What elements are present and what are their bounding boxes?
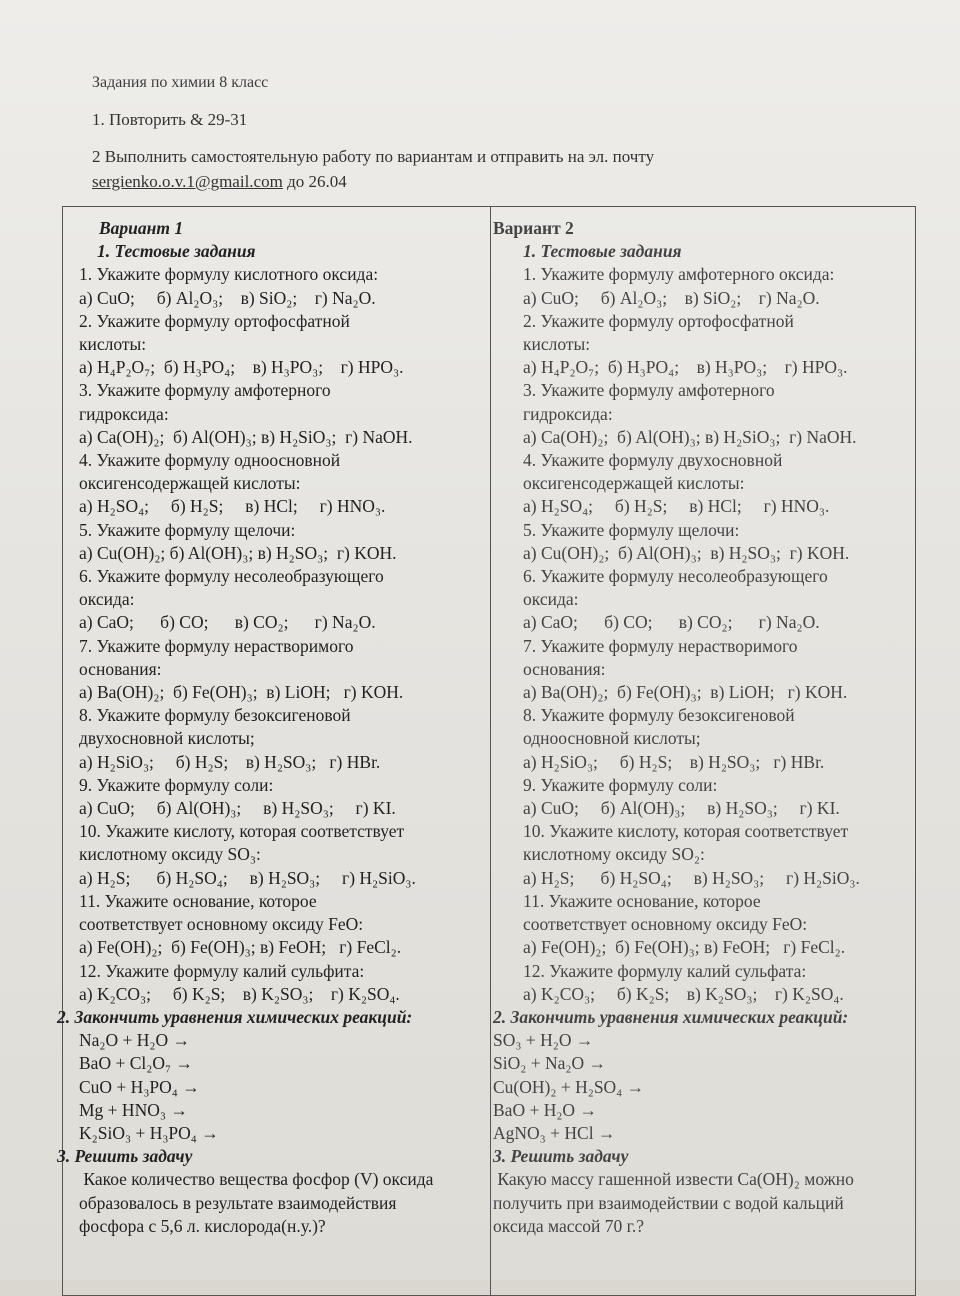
variants-table [57, 206, 916, 1296]
question-line: гидроксида: [79, 403, 169, 424]
column-divider [490, 207, 491, 1295]
question-line: а) CuO; б) Al₂O₃; в) SiO₂; г) Na₂O. [523, 287, 820, 308]
variant-2-column [493, 217, 913, 1238]
question-line: 11. Укажите основание, которое [79, 890, 317, 911]
intro-block [92, 74, 892, 194]
equation-line: BaO + Cl₂O₇ → [79, 1053, 193, 1074]
question-line: соответствует основному оксиду FeO: [523, 914, 808, 935]
question-line: а) CaO; б) CO; в) CO₂; г) Na₂O. [523, 612, 820, 633]
question-line: двухосновной кислоты; [79, 728, 255, 749]
problem-line: Какую массу гашенной извести Ca(OH)₂ можно [493, 1169, 854, 1190]
question-line: 8. Укажите формулу безоксигеновой [523, 705, 795, 726]
question-line: соответствует основному оксиду FeO: [79, 914, 364, 935]
question-line: а) H₂SiO₃; б) H₂S; в) H₂SO₃; г) HBr. [79, 751, 381, 772]
email-line [92, 169, 892, 194]
variant-1-column [57, 217, 489, 1238]
question-line: гидроксида: [523, 403, 613, 424]
question-line: оксигенсодержащей кислоты: [523, 473, 745, 494]
problem-line: фосфора с 5,6 л. кислорода(н.у.)? [79, 1215, 326, 1236]
problem-line: Какое количество вещества фосфор (V) оксида [79, 1169, 434, 1190]
question-line: а) Fe(OH)₂; б) Fe(OH)₃; в) FeOH; г) FeCl₂. [79, 937, 402, 958]
question-line: кислоты: [523, 334, 591, 355]
problem-line: оксида массой 70 г.? [493, 1215, 644, 1236]
question-line: 4. Укажите формулу одноосновной [79, 450, 341, 471]
deadline-text: до 26.04 [287, 172, 347, 191]
question-line: а) Cu(OH)₂; б) Al(OH)₃; в) H₂SO₃; г) KOH. [523, 542, 850, 563]
problem-line: образовалось в результате взаимодействия [79, 1192, 397, 1213]
variant-2-equations [493, 1029, 913, 1145]
question-line: 3. Укажите формулу амфотерного [79, 380, 331, 401]
question-line: кислоты: [79, 334, 147, 355]
equation-line: AgNO₃ + HCl → [493, 1122, 616, 1143]
question-line: а) K₂CO₃; б) K₂S; в) K₂SO₃; г) K₂SO₄. [79, 983, 400, 1004]
question-line: а) CuO; б) Al(OH)₃; в) H₂SO₃; г) KI. [79, 798, 396, 819]
question-line: а) K₂CO₃; б) K₂S; в) K₂SO₃; г) K₂SO₄. [523, 983, 844, 1004]
question-line: 9. Укажите формулу соли: [79, 774, 274, 795]
task-line-2-text: 2 Выполнить самостоятельную работу по вариантам и отправить на эл. почту [92, 147, 655, 166]
question-line: 12. Укажите формулу калий сульфата: [523, 960, 807, 981]
variant-1-title: Вариант 1 [99, 218, 184, 238]
variant-2-section-1: 1. Тестовые задания [523, 241, 682, 262]
variant-2-section-3: 3. Решить задачу [493, 1146, 629, 1167]
question-line: а) H₂S; б) H₂SO₄; в) H₂SO₃; г) H₂SiO₃. [523, 867, 860, 888]
equation-line: CuO + H₃PO₄ → [79, 1076, 200, 1097]
question-line: а) Cu(OH)₂; б) Al(OH)₃; в) H₂SO₃; г) KOH. [79, 542, 397, 563]
question-line: а) CuO; б) Al₂O₃; в) SiO₂; г) Na₂O. [79, 287, 376, 308]
question-line: 7. Укажите формулу нерастворимого [523, 635, 798, 656]
equation-line: Na₂O + H₂O → [79, 1030, 191, 1051]
question-line: 1. Укажите формулу кислотного оксида: [79, 264, 379, 285]
question-line: 11. Укажите основание, которое [523, 890, 761, 911]
question-line: а) H₂S; б) H₂SO₄; в) H₂SO₃; г) H₂SiO₃. [79, 867, 416, 888]
document-title: Задания по химии 8 класс [92, 74, 269, 91]
email-link[interactable]: sergienko.o.v.1@gmail.com [92, 172, 283, 191]
question-line: а) H₂SO₄; б) H₂S; в) HCl; г) HNO₃. [79, 496, 386, 517]
question-line: 7. Укажите формулу нерастворимого [79, 635, 354, 656]
question-line: 12. Укажите формулу калий сульфита: [79, 960, 365, 981]
equation-line: SO₃ + H₂O → [493, 1030, 594, 1051]
question-line: кислотному оксиду SO₂: [523, 844, 705, 865]
variant-1-problem [79, 1168, 489, 1238]
question-line: 10. Укажите кислоту, которая соответствует [523, 821, 849, 842]
variant-2-questions [493, 263, 913, 1006]
question-line: оксигенсодержащей кислоты: [79, 473, 301, 494]
question-line: 6. Укажите формулу несолеобразующего [79, 566, 384, 587]
question-line: а) Ba(OH)₂; б) Fe(OH)₃; в) LiOH; г) KOH. [79, 682, 404, 703]
question-line: а) Ba(OH)₂; б) Fe(OH)₃; в) LiOH; г) KOH. [523, 682, 848, 703]
equation-line: BaO + H₂O → [493, 1099, 597, 1120]
question-line: оксида: [523, 589, 579, 610]
equation-line: K₂SiO₃ + H₃PO₄ → [79, 1122, 219, 1143]
question-line: а) Ca(OH)₂; б) Al(OH)₃; в) H₂SiO₃; г) NaOH. [79, 426, 413, 447]
question-line: кислотному оксиду SO₃: [79, 844, 261, 865]
variant-1-questions [79, 263, 489, 1006]
question-line: оксида: [79, 589, 135, 610]
question-line: 2. Укажите формулу ортофосфатной [523, 310, 794, 331]
question-line: а) Ca(OH)₂; б) Al(OH)₃; в) H₂SiO₃; г) NaOH. [523, 426, 857, 447]
variant-1-section-1: 1. Тестовые задания [97, 241, 256, 262]
question-line: а) H₂SiO₃; б) H₂S; в) H₂SO₃; г) HBr. [523, 751, 825, 772]
question-line: а) H₂SO₄; б) H₂S; в) HCl; г) HNO₃. [523, 496, 830, 517]
question-line: 5. Укажите формулу щелочи: [523, 519, 740, 540]
question-line: 4. Укажите формулу двухосновной [523, 450, 783, 471]
equation-line: Mg + HNO₃ → [79, 1099, 188, 1120]
question-line: а) CuO; б) Al(OH)₃; в) H₂SO₃; г) KI. [523, 798, 840, 819]
question-line: 10. Укажите кислоту, которая соответствует [79, 821, 405, 842]
question-line: а) CaO; б) CO; в) CO₂; г) Na₂O. [79, 612, 376, 633]
variant-1-section-3: 3. Решить задачу [57, 1146, 193, 1167]
question-line: 1. Укажите формулу амфотерного оксида: [523, 264, 835, 285]
variant-1-equations [79, 1029, 489, 1145]
variant-2-title: Вариант 2 [493, 218, 574, 238]
problem-line: получить при взаимодействии с водой кальций [493, 1192, 844, 1213]
question-line: 6. Укажите формулу несолеобразующего [523, 566, 828, 587]
question-line: а) H₄P₂O₇; б) H₃PO₄; в) H₃PO₃; г) HPO₃. [79, 357, 404, 378]
question-line: 8. Укажите формулу безоксигеновой [79, 705, 351, 726]
variant-1-section-2: 2. Закончить уравнения химических реакций: [57, 1006, 413, 1027]
question-line: 3. Укажите формулу амфотерного [523, 380, 775, 401]
equation-line: Cu(OH)₂ + H₂SO₄ → [493, 1076, 645, 1097]
question-line: основания: [523, 658, 606, 679]
question-line: основания: [79, 658, 162, 679]
question-line: одноосновной кислоты; [523, 728, 701, 749]
variant-2-problem [493, 1168, 913, 1238]
question-line: 9. Укажите формулу соли: [523, 774, 718, 795]
question-line: 5. Укажите формулу щелочи: [79, 519, 296, 540]
variant-2-section-2: 2. Закончить уравнения химических реакций: [493, 1006, 849, 1027]
task-line-2 [92, 144, 892, 194]
question-line: 2. Укажите формулу ортофосфатной [79, 310, 350, 331]
task-line-1: 1. Повторить & 29-31 [92, 110, 248, 129]
equation-line: SiO₂ + Na₂O → [493, 1053, 606, 1074]
question-line: а) H₄P₂O₇; б) H₃PO₄; в) H₃PO₃; г) HPO₃. [523, 357, 848, 378]
question-line: а) Fe(OH)₂; б) Fe(OH)₃; в) FeOH; г) FeCl₂. [523, 937, 846, 958]
